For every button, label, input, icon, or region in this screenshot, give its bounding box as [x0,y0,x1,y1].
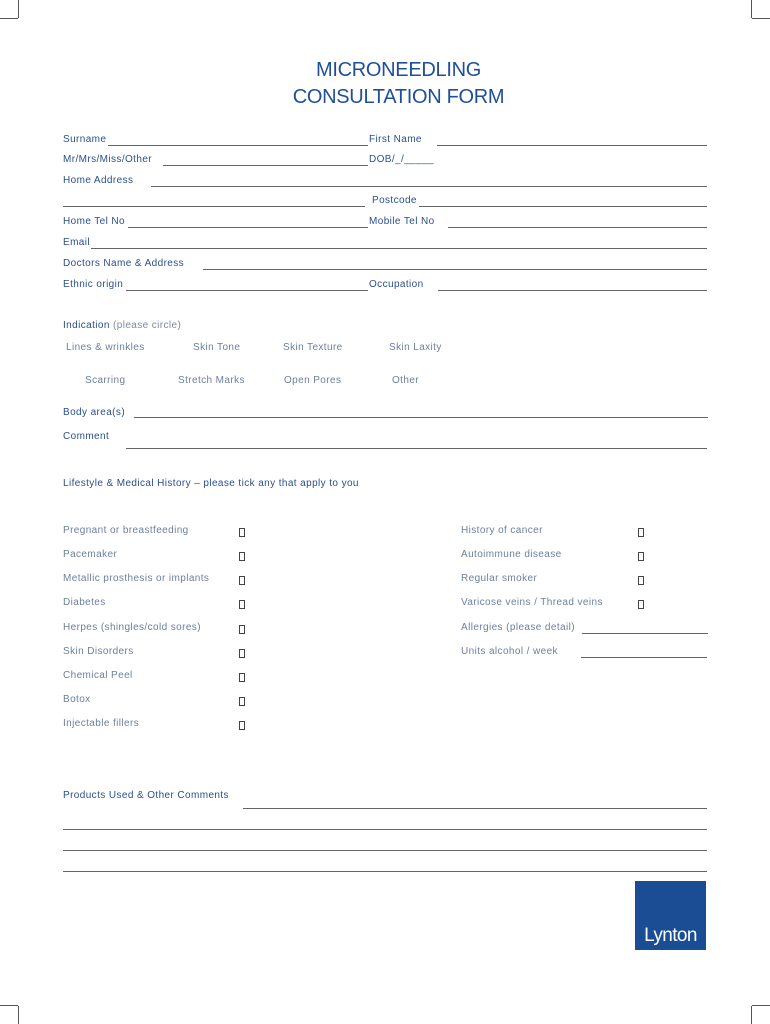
mobile-tel-line[interactable] [448,227,707,228]
ethnic-origin-line[interactable] [126,290,368,291]
ethnic-origin-label: Ethnic origin [63,279,124,290]
crop-mark [751,1006,752,1024]
medical-item-checkbox[interactable] [239,576,245,585]
medical-item-label: Diabetes [63,597,106,608]
dob-label: DOB/_/_____ [369,154,434,165]
first-name-label: First Name [369,134,422,145]
form-title-line-1: MICRONEEDLING [315,59,481,81]
medical-item-label: Autoimmune disease [461,549,562,560]
medical-item-checkbox[interactable] [239,600,245,609]
medical-item-label: Units alcohol / week [461,646,558,657]
medical-item-checkbox[interactable] [638,552,644,561]
medical-item-checkbox[interactable] [239,625,245,634]
doctors-line[interactable] [203,269,707,270]
crop-mark [18,0,19,18]
lifestyle-heading: Lifestyle & Medical History – please tick any that apply to you [63,478,359,489]
products-line-2[interactable] [63,829,707,830]
products-line-3[interactable] [63,850,707,851]
title-options-line[interactable] [163,165,368,166]
email-line[interactable] [91,248,707,249]
indication-option[interactable]: Open Pores [284,375,342,386]
lynton-logo [635,881,706,950]
medical-item-checkbox[interactable] [638,528,644,537]
indication-option[interactable]: Stretch Marks [178,375,245,386]
medical-item-label: Botox [63,694,91,705]
comment-label: Comment [63,431,110,442]
medical-item-label: Allergies (please detail) [461,622,575,633]
medical-item-label: Chemical Peel [63,670,133,681]
products-label: Products Used & Other Comments [63,790,229,801]
medical-item-label: Herpes (shingles/cold sores) [63,622,201,633]
mobile-tel-label: Mobile Tel No [369,216,435,227]
doctors-label: Doctors Name & Address [63,258,185,269]
medical-item-checkbox[interactable] [239,697,245,706]
home-tel-label: Home Tel No [63,216,126,227]
postcode-line[interactable] [419,206,707,207]
medical-item-label: Metallic prosthesis or implants [63,573,210,584]
body-area-line[interactable] [134,417,708,418]
crop-mark [752,1005,770,1006]
home-tel-line[interactable] [128,227,368,228]
first-name-line[interactable] [437,145,707,146]
medical-item-label: History of cancer [461,525,543,536]
surname-line[interactable] [108,145,368,146]
medical-item-checkbox[interactable] [638,576,644,585]
medical-item-checkbox[interactable] [239,528,245,537]
crop-mark [752,18,770,19]
medical-item-label: Injectable fillers [63,718,140,729]
form-title-line-2: CONSULTATION FORM [292,86,505,108]
occupation-label: Occupation [369,279,424,290]
surname-label: Surname [63,134,107,145]
indication-option[interactable]: Other [392,375,420,386]
occupation-line[interactable] [438,290,707,291]
products-line[interactable] [243,808,707,809]
crop-mark [0,1005,18,1006]
home-address-label: Home Address [63,175,134,186]
medical-item-checkbox[interactable] [638,600,644,609]
body-area-label: Body area(s) [63,407,126,418]
comment-line[interactable] [126,448,707,449]
crop-mark [751,0,752,18]
email-label: Email [63,237,91,248]
medical-item-checkbox[interactable] [239,721,245,730]
medical-item-checkbox[interactable] [239,649,245,658]
crop-mark [0,18,18,19]
home-address-line[interactable] [151,186,707,187]
medical-item-label: Skin Disorders [63,646,134,657]
medical-item-label: Regular smoker [461,573,538,584]
medical-item-label: Pregnant or breastfeeding [63,525,189,536]
logo-text: Lynton [644,925,697,946]
address-line-2[interactable] [63,206,365,207]
indication-hint: (please circle) [113,320,182,331]
indication-title: Indication [63,320,110,331]
indication-option[interactable]: Scarring [85,375,126,386]
products-line-4[interactable] [63,871,707,872]
indication-option[interactable]: Lines & wrinkles [66,342,145,353]
crop-mark [18,1006,19,1024]
postcode-label: Postcode [372,195,417,206]
medical-item-checkbox[interactable] [239,673,245,682]
indication-option[interactable]: Skin Laxity [389,342,442,353]
indication-option[interactable]: Skin Texture [283,342,343,353]
indication-option[interactable]: Skin Tone [193,342,241,353]
title-options-label: Mr/Mrs/Miss/Other [63,154,153,165]
medical-item-label: Pacemaker [63,549,118,560]
medical-item-checkbox[interactable] [239,552,245,561]
alcohol-units-line[interactable] [581,657,707,658]
indication-label [63,320,181,332]
allergies-line[interactable] [582,633,708,634]
medical-item-label: Varicose veins / Thread veins [461,597,603,608]
